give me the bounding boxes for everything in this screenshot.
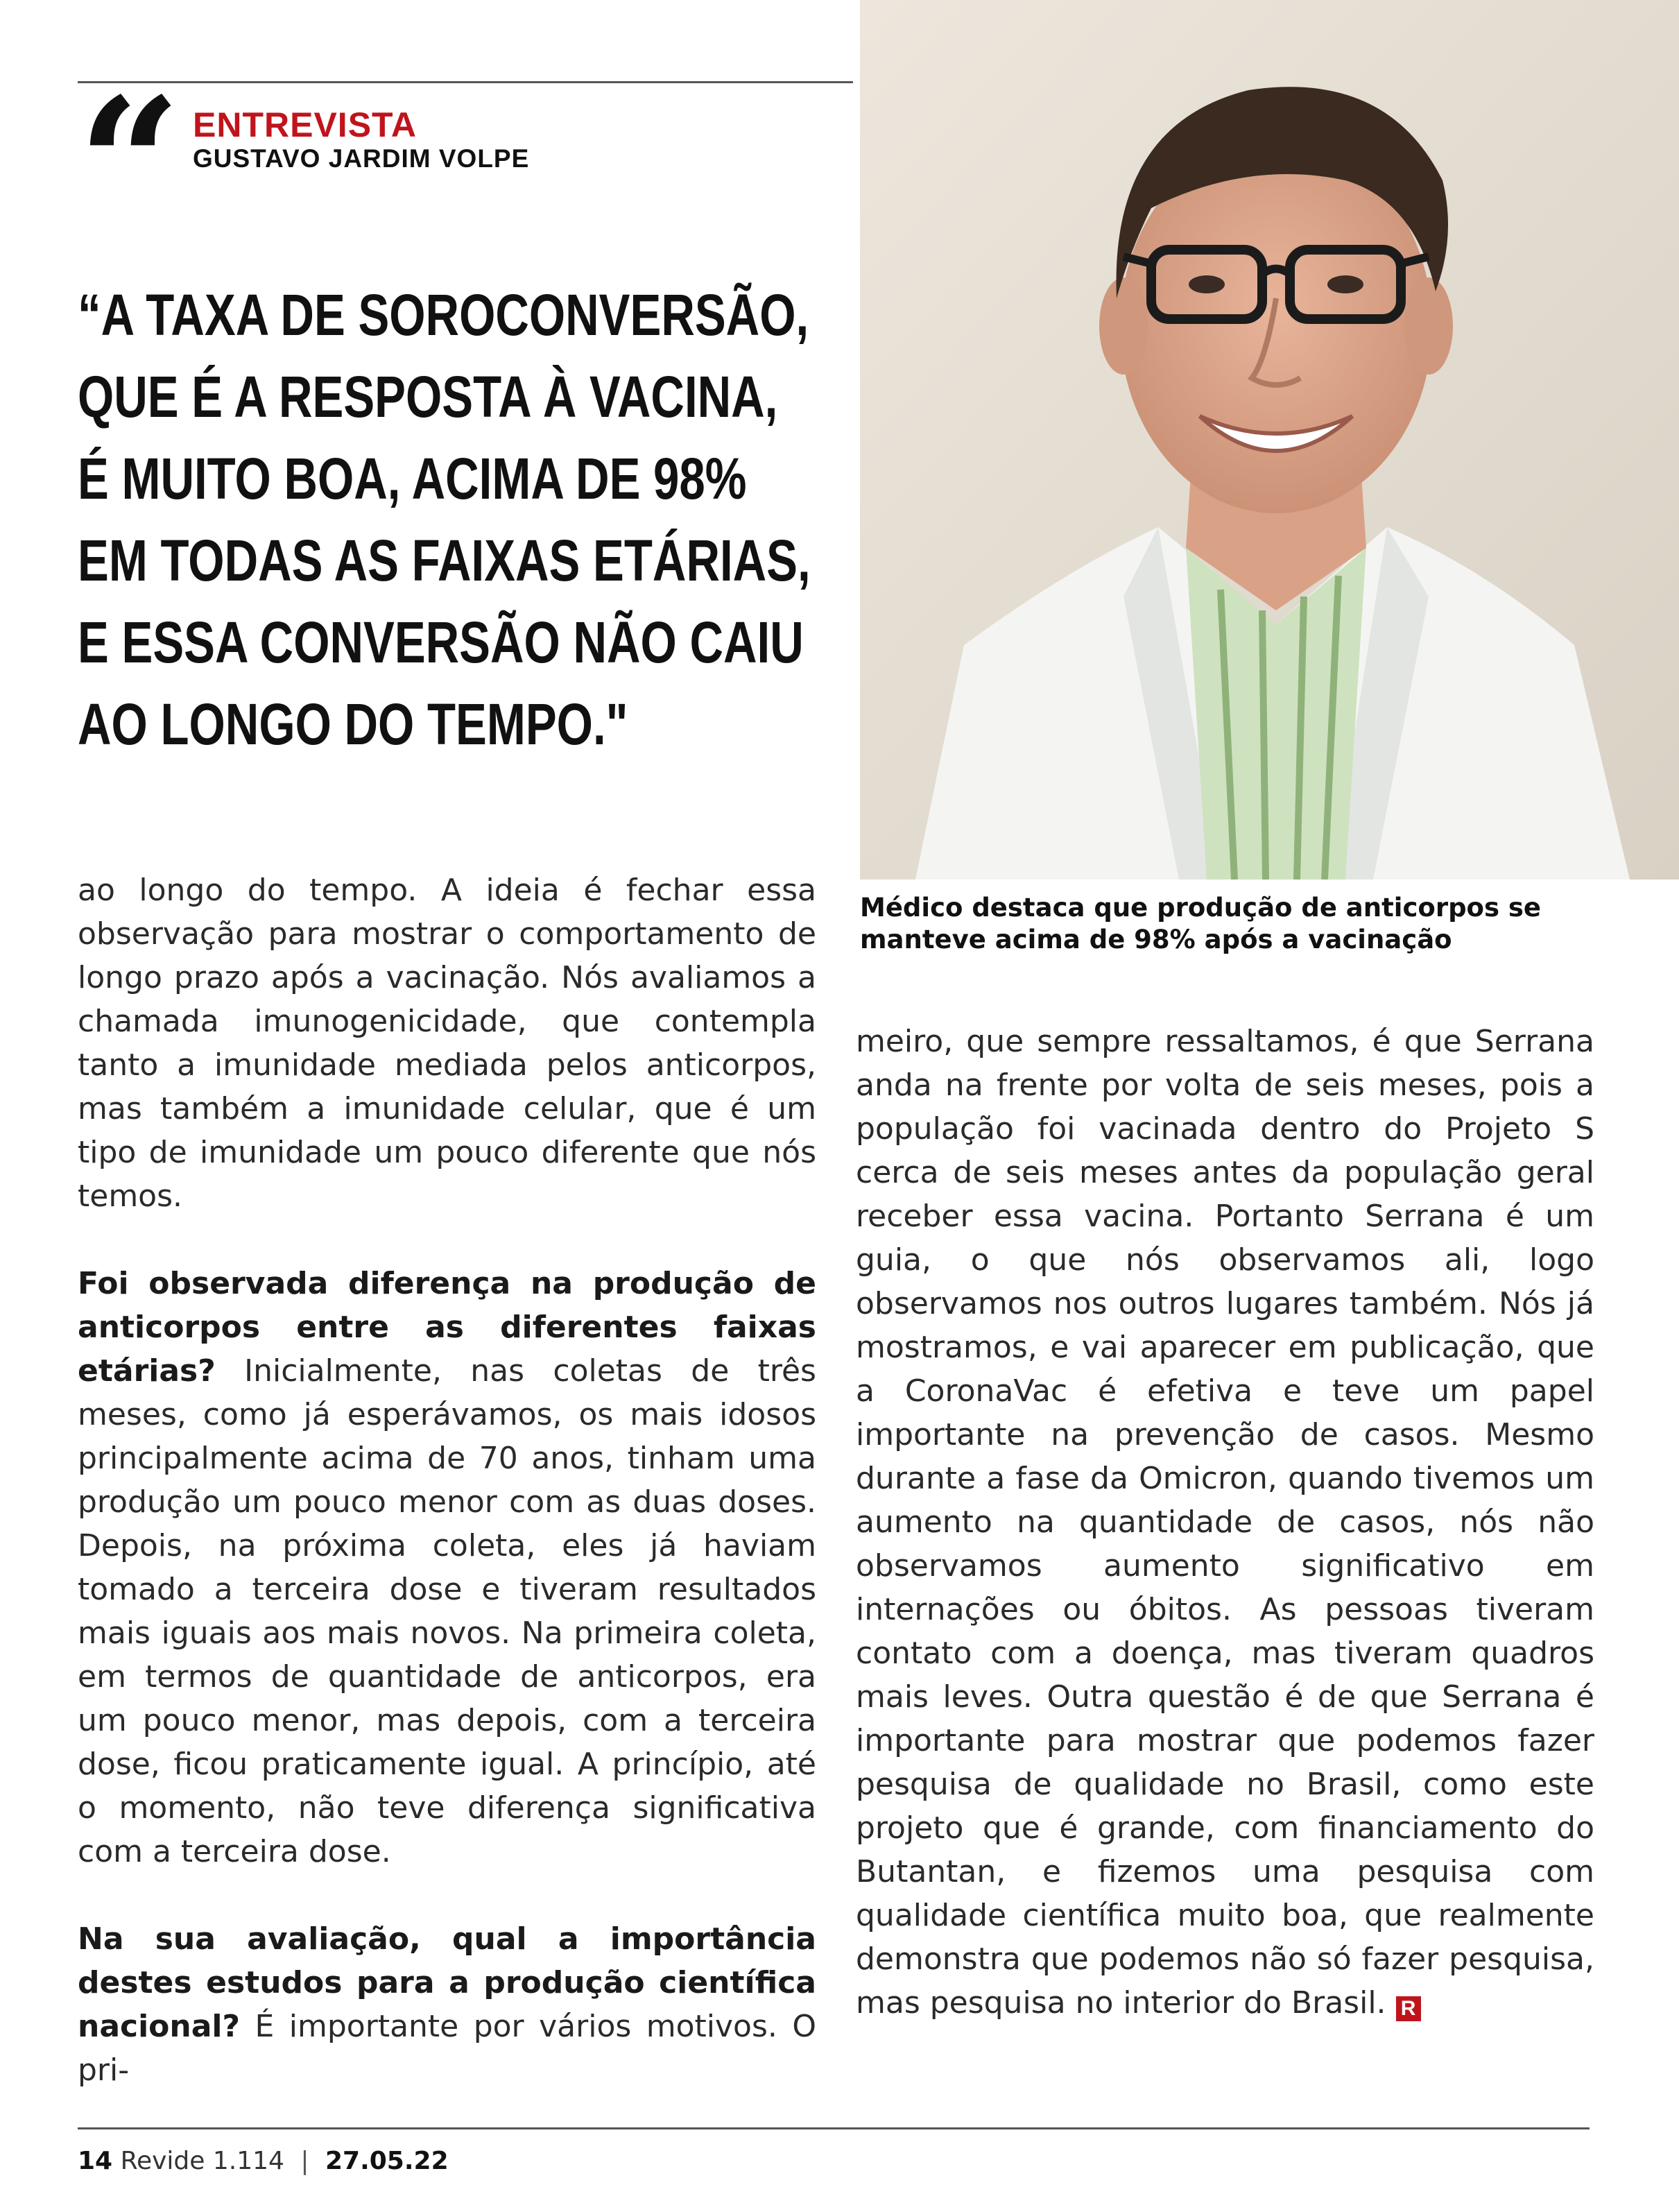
magazine-issue: Revide 1.114	[120, 2147, 284, 2175]
pull-quote-line: “A TAXA DE SOROCONVERSÃO,	[78, 282, 809, 348]
page-footer	[78, 2146, 449, 2177]
pull-quote-line: É MUITO BOA, ACIMA DE 98%	[78, 446, 747, 511]
question-answer	[78, 1262, 816, 1874]
interview-answer: É importante por vários motivos. O pri-	[78, 2009, 816, 2088]
paragraph: ao longo do tempo. A ideia é fechar essa observação para mostrar o comportamento de longo prazo após a vacinação. Nós avaliamos a chamada imunogenicidade, que contempla tanto a imunidade mediada pelos anticorpos, mas também a imunidade celular, que é um tipo de imunidade um pouco diferente que nós temos.	[78, 873, 816, 1214]
footer-separator: |	[300, 2147, 309, 2175]
bottom-rule	[78, 2127, 1590, 2129]
quote-mark-icon: “	[78, 59, 175, 271]
pull-quote-line: QUE É A RESPOSTA À VACINA,	[78, 364, 778, 429]
interview-question: Na sua avaliação, qual a importância destes estudos para a produção científica nacional?	[78, 1921, 816, 2044]
article-column-right	[856, 1020, 1594, 2025]
question-answer	[78, 1917, 816, 2092]
interview-question: Foi observada diferença na produção de anticorpos entre as diferentes faixas etárias?	[78, 1266, 816, 1389]
pull-quote-line: EM TODAS AS FAIXAS ETÁRIAS,	[78, 528, 811, 593]
top-rule	[78, 81, 853, 83]
interview-answer: meiro, que sempre ressaltamos, é que Serrana anda na frente por volta de seis meses, pois a população foi vacinada dentro do Projeto S cerca de seis meses antes da população geral receber essa vacina. Portanto Serrana é um guia, o que nós observamos ali, logo observamos nos outros lugares também. Nós já mostramos, e vai aparecer em publicação, que a CoronaVac é efetiva e teve um papel importante na prevenção de casos. Mesmo durante a fase da Omicron, quando tivemos um aumento na quantidade de casos, nós não observamos aumento significativo em internações ou óbitos. As pessoas tiveram contato com a doença, mas tiveram quadros mais leves. Outra questão é de que Serrana é importante para mostrar que podemos fazer pesquisa de qualidade no Brasil, como este projeto que é grande, com financiamento do Butantan, e fizemos uma pesquisa com qualidade científica muito boa, que realmente demonstra que podemos não só fazer pesquisa, mas pesquisa no interior do Brasil.	[856, 1024, 1594, 2021]
end-mark-icon: R	[1396, 1996, 1421, 2021]
page-number: 14	[78, 2147, 113, 2175]
paragraph	[856, 1020, 1594, 2025]
article-column-left	[78, 868, 816, 2092]
photo-caption: Médico destaca que produção de anticorpos se manteve acima de 98% após a vacinação	[860, 893, 1541, 954]
issue-date: 27.05.22	[325, 2147, 449, 2175]
section-label: ENTREVISTA	[193, 105, 417, 144]
interview-answer: Inicialmente, nas coletas de três meses, como já esperávamos, os mais idosos principalmente acima de 70 anos, tinham uma produção um pouco menor com as duas doses. Depois, na próxima coleta, eles já haviam tomado a terceira dose e tiveram resultados mais iguais aos mais novos. Na primeira coleta, em termos de quantidade de anticorpos, era um pouco menor, mas depois, com a terceira dose, ficou praticamente igual. A princípio, até o momento, não teve diferença significativa com a terceira dose.	[78, 1353, 816, 1869]
portrait-photo	[860, 0, 1679, 880]
pull-quote-line: E ESSA CONVERSÃO NÃO CAIU	[78, 610, 804, 675]
pull-quote-line: AO LONGO DO TEMPO."	[78, 692, 628, 757]
pull-quote	[78, 274, 811, 765]
interviewee-name: GUSTAVO JARDIM VOLPE	[193, 144, 530, 173]
